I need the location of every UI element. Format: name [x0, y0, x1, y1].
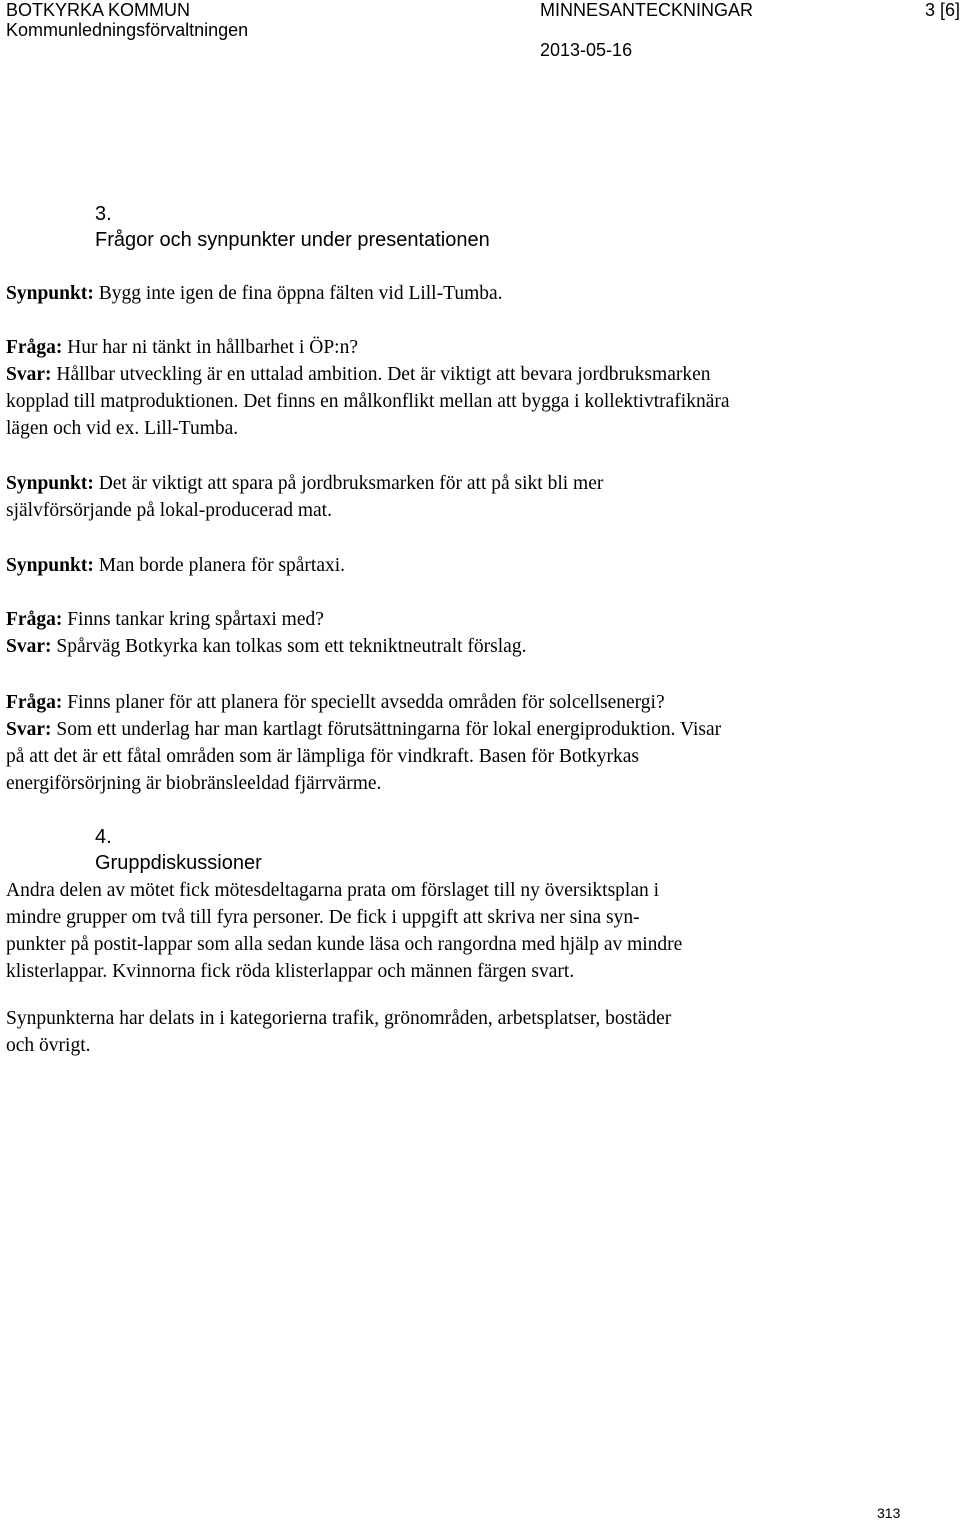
question-text: Hur har ni tänkt in hållbarhet i ÖP:n?: [67, 337, 358, 358]
body-text-line: Andra delen av mötet fick mötesdeltagarna prata om förslaget till ny översiktsplan i: [6, 880, 660, 901]
answer-label: Svar:: [6, 364, 52, 385]
body-text-line: mindre grupper om två till fyra personer. De fick i uppgift att skriva ner sina syn-: [6, 907, 640, 928]
question-text: Finns tankar kring spårtaxi med?: [67, 609, 324, 630]
synpunkt-text: Det är viktigt att spara på jordbruksmarken för att på sikt bli mer: [98, 473, 604, 494]
answer-label: Svar:: [6, 636, 52, 657]
document-type: MINNESANTECKNINGAR: [540, 0, 754, 20]
question-label: Fråga:: [6, 692, 63, 713]
answer-text-line: Hållbar utveckling är en uttalad ambition. Det är viktigt att bevara jordbruksmarken: [56, 364, 711, 385]
answer-text: Spårväg Botkyrka kan tolkas som ett tekniktneutralt förslag.: [56, 636, 527, 657]
answer-label: Svar:: [6, 719, 52, 740]
document-date: 2013-05-16: [540, 40, 633, 60]
question-label: Fråga:: [6, 337, 63, 358]
paragraph-synpunkt-3: [6, 552, 886, 579]
question-text: Finns planer för att planera för speciellt avsedda områden för solcellsenergi?: [67, 692, 665, 713]
answer-text-line: lägen och vid ex. Lill-Tumba.: [6, 418, 239, 439]
body-text-line: punkter på postit-lappar som alla sedan kunde läsa och rangordna med hjälp av mindre: [6, 934, 683, 955]
paragraph-group-discussion: [6, 877, 886, 985]
paragraph-categories: [6, 1005, 886, 1059]
synpunkt-label: Synpunkt:: [6, 473, 94, 494]
answer-text-line: kopplad till matproduktionen. Det finns en målkonflikt mellan att bygga i kollektivtrafiknära: [6, 391, 730, 412]
section-4-number: 4.: [95, 826, 112, 848]
body-text-line: Synpunkterna har delats in i kategorierna trafik, grönområden, arbetsplatser, bostäder: [6, 1008, 672, 1029]
section-3-number: 3.: [95, 203, 112, 225]
paragraph-synpunkt-2: [6, 470, 886, 524]
synpunkt-text: självförsörjande på lokal-producerad mat.: [6, 500, 332, 521]
section-3-title: Frågor och synpunkter under presentationen: [95, 229, 490, 251]
body-text-line: och övrigt.: [6, 1035, 91, 1056]
paragraph-question-solar: [6, 689, 886, 797]
organization-name: BOTKYRKA KOMMUN: [6, 0, 191, 20]
synpunkt-text: Man borde planera för spårtaxi.: [98, 555, 346, 576]
synpunkt-label: Synpunkt:: [6, 555, 94, 576]
question-label: Fråga:: [6, 609, 63, 630]
answer-text-line: energiförsörjning är biobränsleeldad fjärrvärme.: [6, 773, 382, 794]
page-number: 313: [877, 1505, 901, 1521]
paragraph-question-sustainability: [6, 334, 886, 442]
page-reference: 3 [6]: [925, 0, 960, 20]
synpunkt-text: Bygg inte igen de fina öppna fälten vid Lill-Tumba.: [98, 283, 503, 304]
department-name: Kommunledningsförvaltningen: [6, 20, 249, 40]
answer-text-line: på att det är ett fåtal områden som är lämpliga för vindkraft. Basen för Botkyrkas: [6, 746, 639, 767]
synpunkt-label: Synpunkt:: [6, 283, 94, 304]
answer-text-line: Som ett underlag har man kartlagt förutsättningarna för lokal energiproduktion. Visar: [56, 719, 722, 740]
paragraph-synpunkt-1: [6, 280, 886, 307]
paragraph-question-sparttaxi: [6, 606, 886, 660]
body-text-line: klisterlappar. Kvinnorna fick röda klisterlappar och männen färgen svart.: [6, 961, 575, 982]
section-4-title: Gruppdiskussioner: [95, 852, 262, 874]
